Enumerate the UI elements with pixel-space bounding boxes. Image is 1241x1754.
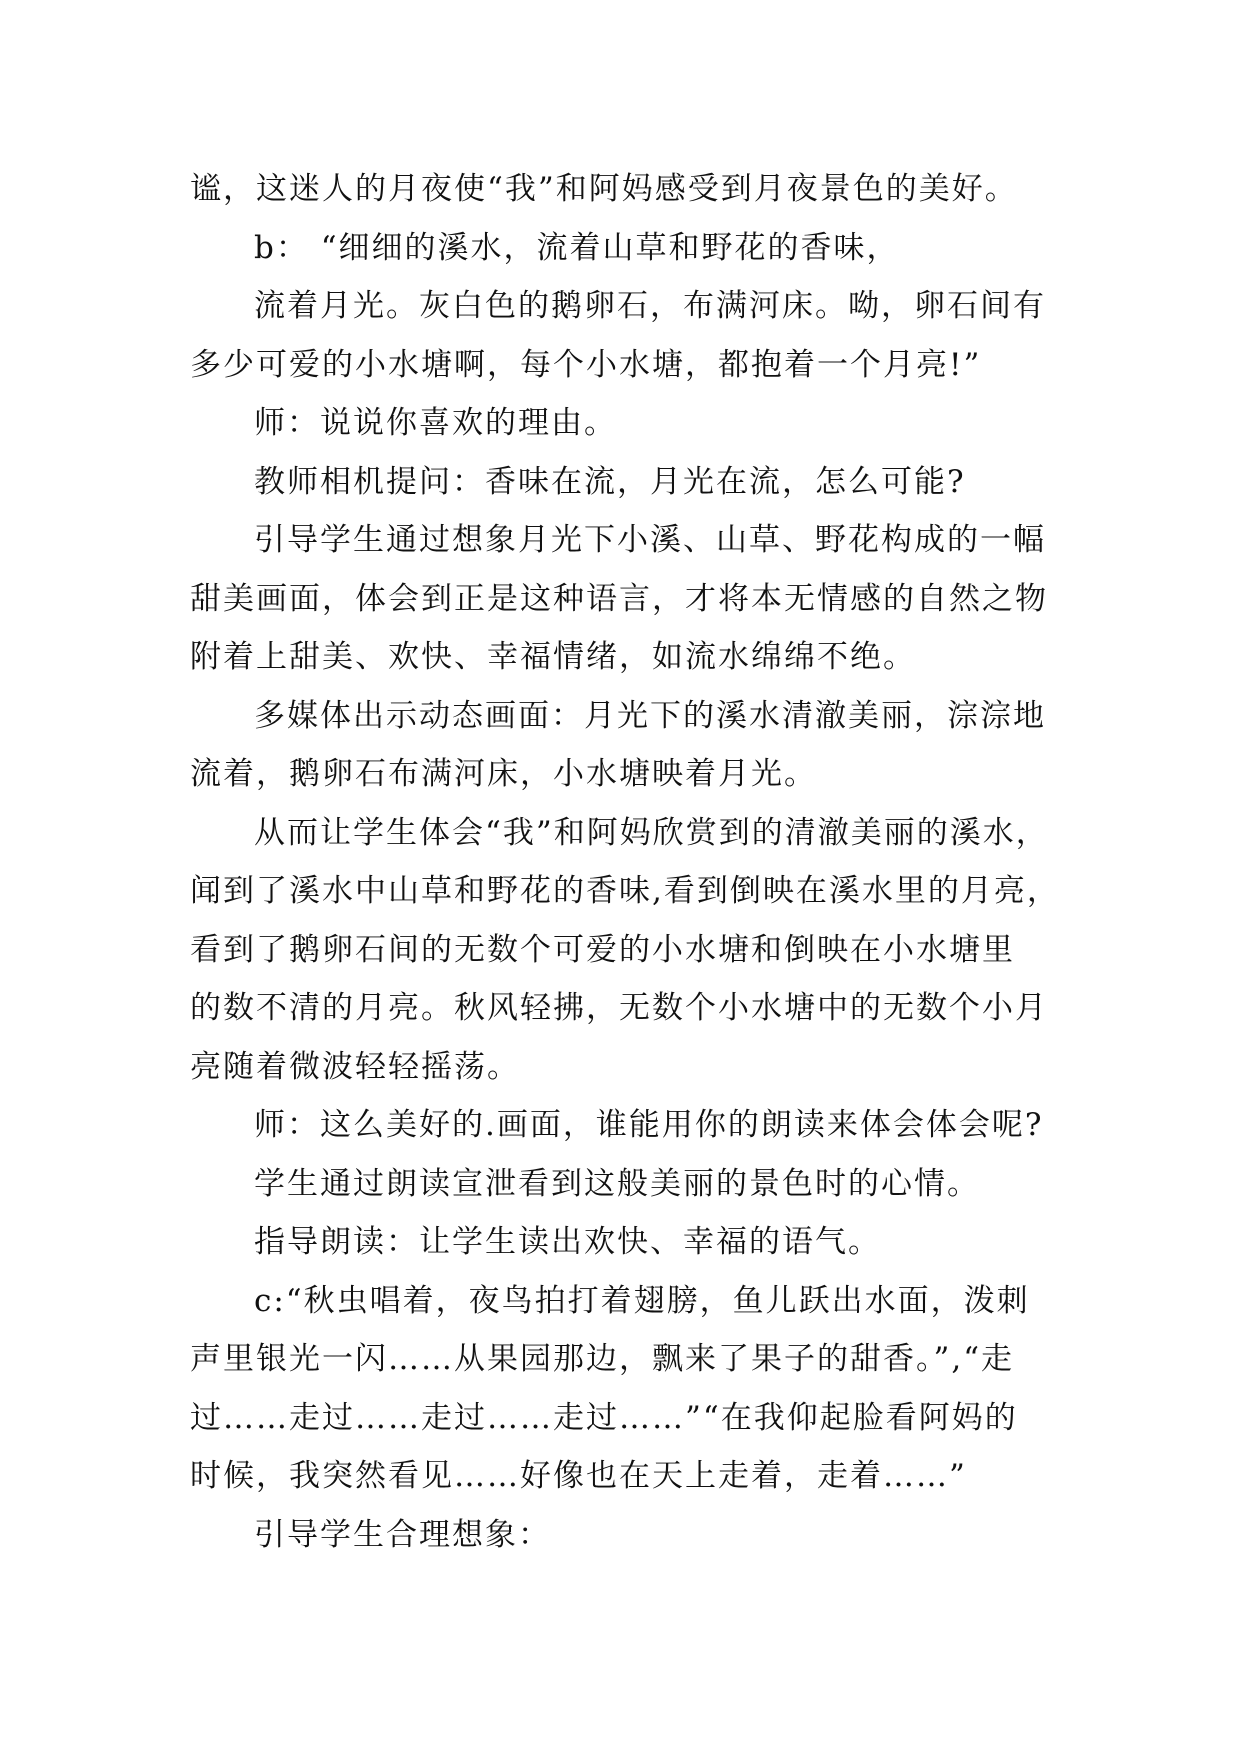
text-line: 的数不清的月亮。秋风轻拂，无数个小水塘中的无数个小月 (190, 990, 1048, 1026)
text-line: 亮随着微波轻轻摇荡。 (190, 1048, 520, 1085)
text-line: 引导学生合理想象： (254, 1516, 551, 1553)
text-line: c:“秋虫唱着，夜鸟拍打着翅膀，鱼儿跃出水面，泼刺 (254, 1282, 1030, 1319)
text-line: 指导朗读：让学生读出欢快、幸福的语气。 (254, 1224, 881, 1260)
text-line: 时候，我突然看见……好像也在天上走着，走着……” (190, 1458, 967, 1494)
text-line: 流着，鹅卵石布满河床，小水塘映着月光。 (190, 756, 817, 792)
text-line: 从而让学生体会“我”和阿妈欣赏到的清澈美丽的溪水， (254, 814, 1049, 851)
text-line: b： “细细的溪水，流着山草和野花的香味， (254, 229, 900, 266)
text-line: 看到了鹅卵石间的无数个可爱的小水塘和倒映在小水塘里 (190, 931, 1015, 968)
text-line: 过……走过……走过……走过……”“在我仰起脸看阿妈的 (190, 1399, 1018, 1436)
text-line: 闻到了溪水中山草和野花的香味,看到倒映在溪水里的月亮， (190, 873, 1060, 909)
text-line: 多少可爱的小水塘啊，每个小水塘，都抱着一个月亮!” (190, 346, 982, 383)
text-line: 师：这么美好的.画面，谁能用你的朗读来体会体会呢? (254, 1107, 1044, 1143)
text-line: 学生通过朗读宣泄看到这般美丽的景色时的心情。 (254, 1165, 980, 1202)
text-line: 教师相机提问：香味在流，月光在流，怎么可能? (254, 463, 966, 500)
text-line: 流着月光。灰白色的鹅卵石，布满河床。呦，卵石间有 (254, 288, 1046, 324)
body-text (190, 160, 1070, 1564)
text-line: 甜美画面，体会到正是这种语言，才将本无情感的自然之物 (190, 580, 1048, 617)
text-line: 引导学生通过想象月光下小溪、山草、野花构成的一幅 (254, 522, 1046, 558)
text-line: 多媒体出示动态画面：月光下的溪水清澈美丽，淙淙地 (254, 697, 1046, 734)
text-line: 附着上甜美、欢快、幸福情绪，如流水绵绵不绝。 (190, 639, 916, 675)
text-line: 谧，这迷人的月夜使“我”和阿妈感受到月夜景色的美好。 (190, 171, 1018, 207)
text-line: 师：说说你喜欢的理由。 (254, 405, 617, 441)
text-line: 声里银光一闪……从果园那边，飘来了果子的甜香。”,“走 (190, 1341, 1015, 1377)
